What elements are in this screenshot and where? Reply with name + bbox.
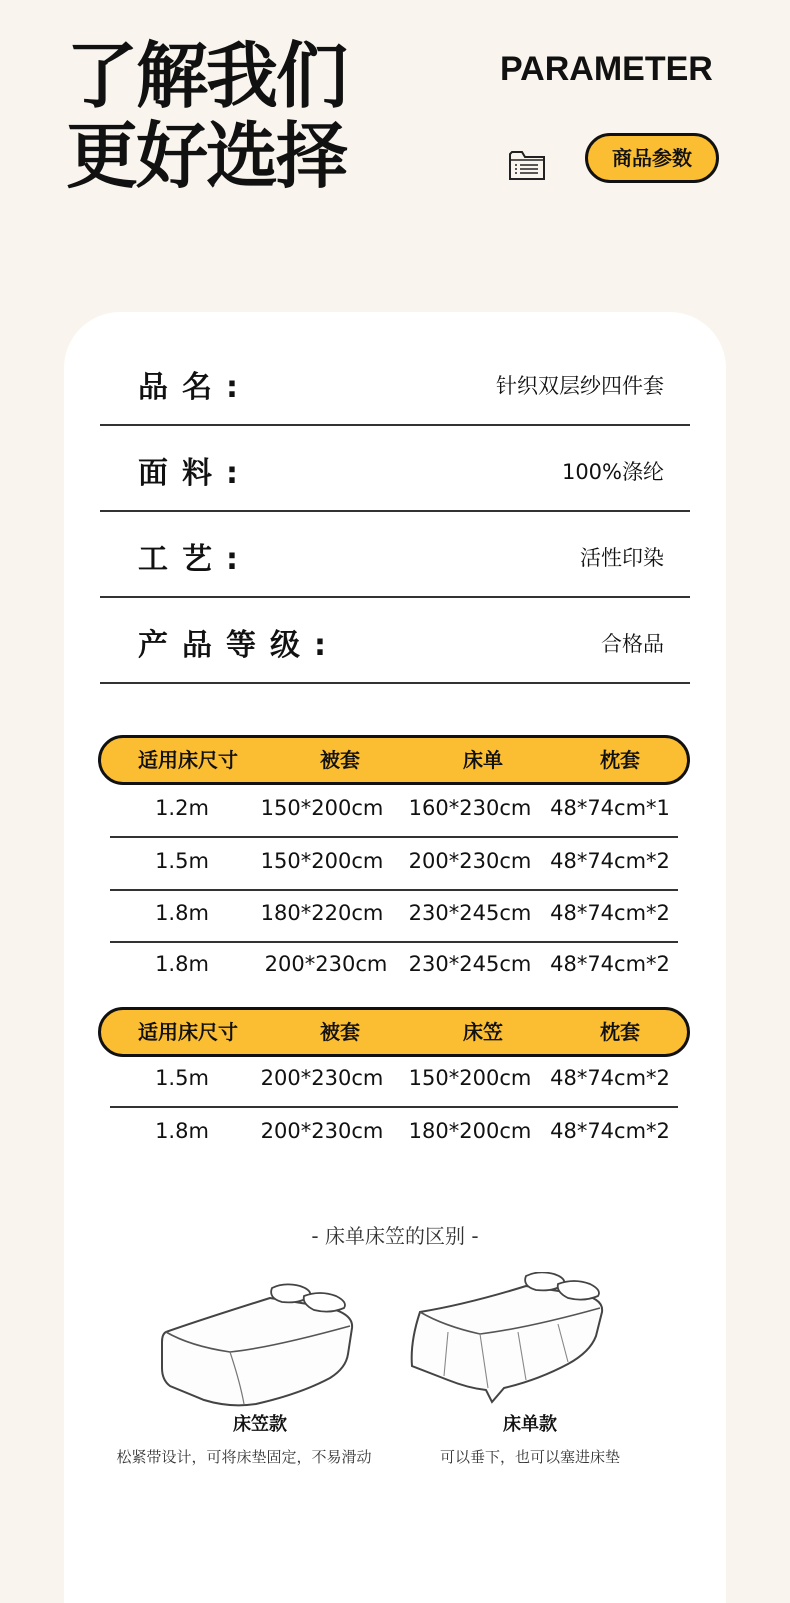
table-cell: 200*230cm — [408, 849, 532, 873]
fitted-sheet-caption: 床笠款 — [233, 1414, 287, 1435]
parameter-heading: PARAMETER — [500, 50, 713, 88]
table-cell: 150*200cm — [408, 1066, 532, 1090]
headline-line-2: 更好选择 — [66, 114, 347, 198]
headline — [66, 36, 346, 196]
headline-line-1: 了解我们 — [66, 34, 347, 118]
difference-title: - 床单床笠的区别 - — [311, 1224, 479, 1248]
table-cell: 1.5m — [155, 849, 209, 873]
table1-header — [98, 735, 690, 785]
table-cell: 1.5m — [155, 1066, 209, 1090]
spec-value: 针织双层纱四件套 — [496, 374, 664, 398]
table-cell: 200*230cm — [260, 1119, 384, 1143]
table-cell: 230*245cm — [408, 901, 532, 925]
spec-row-grade — [100, 598, 690, 684]
table-cell: 230*245cm — [408, 952, 532, 976]
fitted-sheet-bed-icon — [160, 1282, 360, 1408]
spec-label: 品名: — [138, 370, 252, 405]
table-row — [110, 784, 678, 838]
table-row — [110, 889, 678, 943]
table-cell: 1.8m — [155, 1119, 209, 1143]
table-header-cell: 被套 — [320, 1020, 360, 1044]
table-header-cell: 床笠 — [463, 1020, 503, 1044]
table-cell: 48*74cm*2 — [550, 1066, 670, 1090]
flat-sheet-caption: 床单款 — [503, 1414, 557, 1435]
table-header-cell: 床单 — [463, 748, 503, 772]
spec-card — [64, 312, 726, 1603]
table-cell: 48*74cm*2 — [550, 952, 670, 976]
table-cell: 48*74cm*2 — [550, 849, 670, 873]
table-header-cell: 适用床尺寸 — [138, 748, 238, 772]
table-cell: 1.8m — [155, 952, 209, 976]
folder-list-icon — [508, 148, 546, 182]
table-row — [110, 1054, 678, 1108]
table-cell: 150*200cm — [260, 796, 384, 820]
table-cell: 48*74cm*2 — [550, 901, 670, 925]
fitted-sheet-description: 松紧带设计，可将床垫固定，不易滑动 — [116, 1448, 372, 1466]
flat-sheet-bed-icon — [408, 1272, 608, 1408]
spec-row-process — [100, 512, 690, 598]
table-cell: 200*230cm — [260, 1066, 384, 1090]
table-header-cell: 枕套 — [600, 748, 640, 772]
table-row — [110, 837, 678, 891]
spec-value: 合格品 — [601, 632, 664, 656]
spec-label: 产品等级: — [138, 628, 340, 663]
table-cell: 48*74cm*2 — [550, 1119, 670, 1143]
table-cell: 150*200cm — [260, 849, 384, 873]
spec-value: 活性印染 — [580, 546, 664, 570]
spec-row-fabric — [100, 426, 690, 512]
table2-header — [98, 1007, 690, 1057]
table-row — [110, 1107, 678, 1159]
table-header-cell: 被套 — [320, 748, 360, 772]
table-header-cell: 枕套 — [600, 1020, 640, 1044]
spec-label: 工艺: — [138, 542, 252, 577]
flat-sheet-description: 可以垂下，也可以塞进床垫 — [439, 1448, 620, 1466]
product-params-badge: 商品参数 — [585, 133, 719, 183]
table-cell: 160*230cm — [408, 796, 532, 820]
table-cell: 180*200cm — [408, 1119, 532, 1143]
spec-row-name — [100, 340, 690, 426]
table-cell: 1.8m — [155, 901, 209, 925]
spec-value: 100%涤纶 — [561, 460, 664, 484]
spec-label: 面料: — [138, 456, 252, 491]
table-header-cell: 适用床尺寸 — [138, 1020, 238, 1044]
table-cell: 1.2m — [155, 796, 209, 820]
table-cell: 48*74cm*1 — [550, 796, 670, 820]
table-cell: 200*230cm — [264, 952, 388, 976]
table-cell: 180*220cm — [260, 901, 384, 925]
table-row — [110, 940, 678, 992]
